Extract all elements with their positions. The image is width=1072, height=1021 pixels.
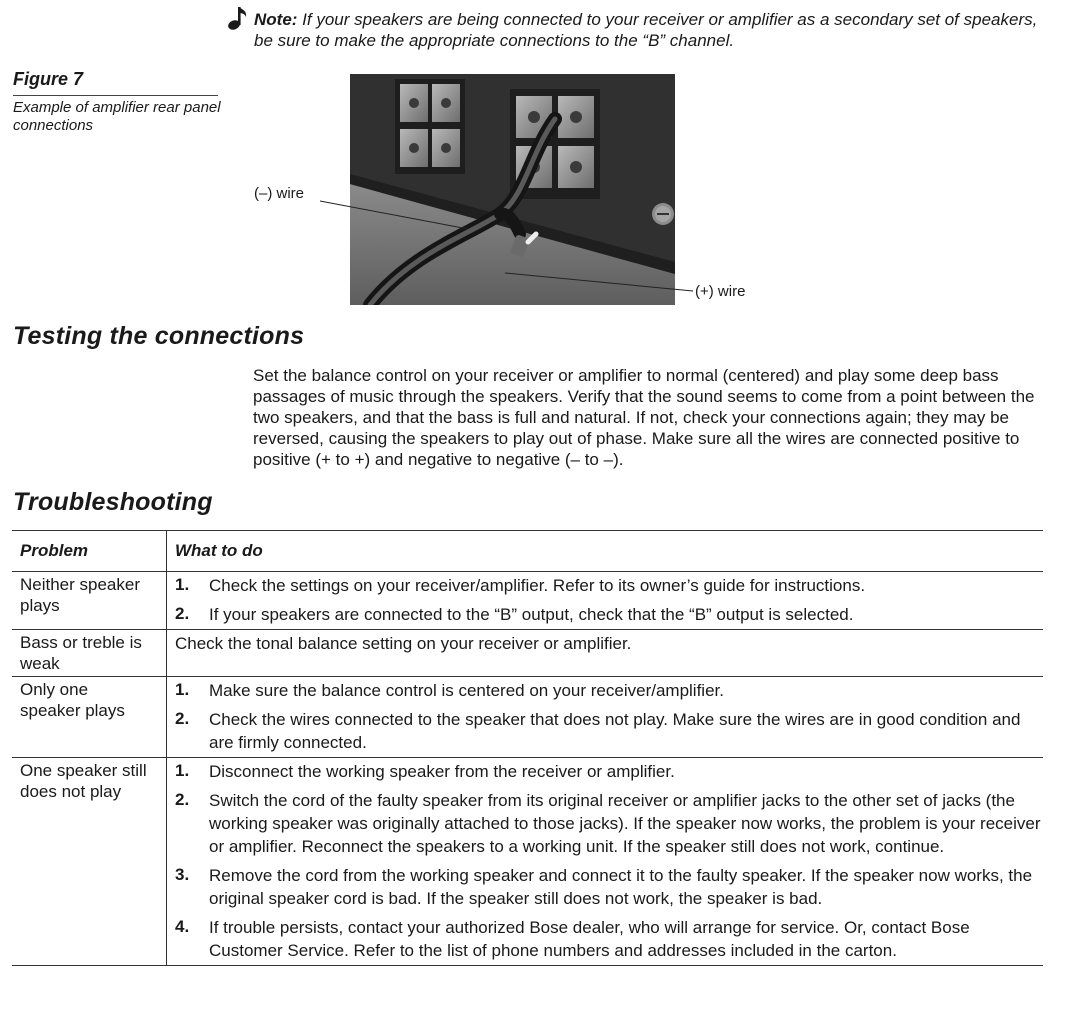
- solution-step: [175, 789, 1043, 858]
- music-note-icon: [226, 4, 250, 32]
- amplifier-rear-panel-photo: [350, 74, 675, 305]
- problem-column-header: Problem: [12, 531, 167, 572]
- what-to-do-column-header: What to do: [175, 540, 263, 560]
- step-number: 2.: [175, 790, 190, 809]
- solution-step: [175, 679, 1043, 702]
- step-number: 2.: [175, 709, 190, 728]
- step-text: Remove the cord from the working speaker and connect it to the faulty speaker. If the speaker now works, the original speaker cord is bad. If the speaker still does not work, the speaker is bad.: [209, 866, 1033, 908]
- solution-step: [175, 760, 1043, 783]
- table-row: [12, 677, 1043, 758]
- table-row: [12, 630, 1043, 677]
- step-number: 1.: [175, 680, 190, 699]
- testing-heading: Testing the connections: [13, 322, 305, 350]
- table-row: [12, 758, 1043, 966]
- troubleshooting-heading: Troubleshooting: [13, 488, 213, 516]
- figure-caption: Example of amplifier rear panel connections: [13, 99, 221, 134]
- solution-text: Check the tonal balance setting on your receiver or amplifier.: [175, 634, 632, 653]
- step-text: Switch the cord of the faulty speaker from its original receiver or amplifier jacks to the other set of jacks (the working speaker was originally attached to those jacks). If the speaker now works, the problem is your receiver or amplifier. Reconnect the speakers to a working unit. If the speaker still does not work, continue.: [209, 791, 1041, 856]
- step-number: 4.: [175, 917, 190, 936]
- troubleshooting-table: [12, 530, 1043, 966]
- step-text: If your speakers are connected to the “B” output, check that the “B” output is selected.: [209, 605, 854, 624]
- step-number: 2.: [175, 604, 190, 623]
- solution-step: [175, 864, 1043, 910]
- step-text: Check the settings on your receiver/amplifier. Refer to its owner’s guide for instructions.: [209, 576, 866, 595]
- solution-step: [175, 574, 1043, 597]
- testing-body: Set the balance control on your receiver or amplifier to normal (centered) and play some deep bass passages of music through the speakers. Verify that the sound seems to come from a point between the two speakers, and that the bass is full and natural. If not, check your connections again; they may be reversed, causing the speakers to play out of phase. Make sure all the wires are connected positive to positive (+ to +) and negative to negative (– to –).: [253, 366, 1035, 469]
- step-text: Check the wires connected to the speaker that does not play. Make sure the wires are in good condition and are firmly connected.: [209, 710, 1021, 752]
- step-number: 1.: [175, 761, 190, 780]
- minus-wire-label: (–) wire: [254, 185, 305, 202]
- solution-step: [175, 916, 1043, 962]
- step-text: Disconnect the working speaker from the receiver or amplifier.: [209, 762, 675, 781]
- note-label: Note:: [254, 10, 298, 29]
- solution-step: [175, 603, 1043, 626]
- problem-cell: One speaker still does not play: [20, 761, 147, 801]
- step-text: If trouble persists, contact your authorized Bose dealer, who will arrange for service. Or, contact Bose Customer Service. Refer to the list of phone numbers and addresses included in the carton.: [209, 918, 970, 960]
- figure-label: Figure 7: [13, 69, 84, 89]
- problem-cell: Neither speaker plays: [20, 575, 141, 615]
- step-number: 3.: [175, 865, 190, 884]
- note-body: If your speakers are being connected to your receiver or amplifier as a secondary set of speakers, be sure to make the appropriate connections to the “B” channel.: [254, 10, 1038, 50]
- step-number: 1.: [175, 575, 190, 594]
- table-header-row: [12, 531, 1043, 572]
- step-text: Make sure the balance control is centered on your receiver/amplifier.: [209, 681, 724, 700]
- figure-divider: [13, 95, 218, 96]
- note-text: [254, 9, 1044, 51]
- problem-cell: Only one speaker plays: [20, 680, 125, 720]
- plus-wire-label: (+) wire: [695, 283, 746, 300]
- solution-step: [175, 708, 1043, 754]
- problem-cell: Bass or treble is weak: [20, 633, 142, 673]
- table-row: [12, 572, 1043, 630]
